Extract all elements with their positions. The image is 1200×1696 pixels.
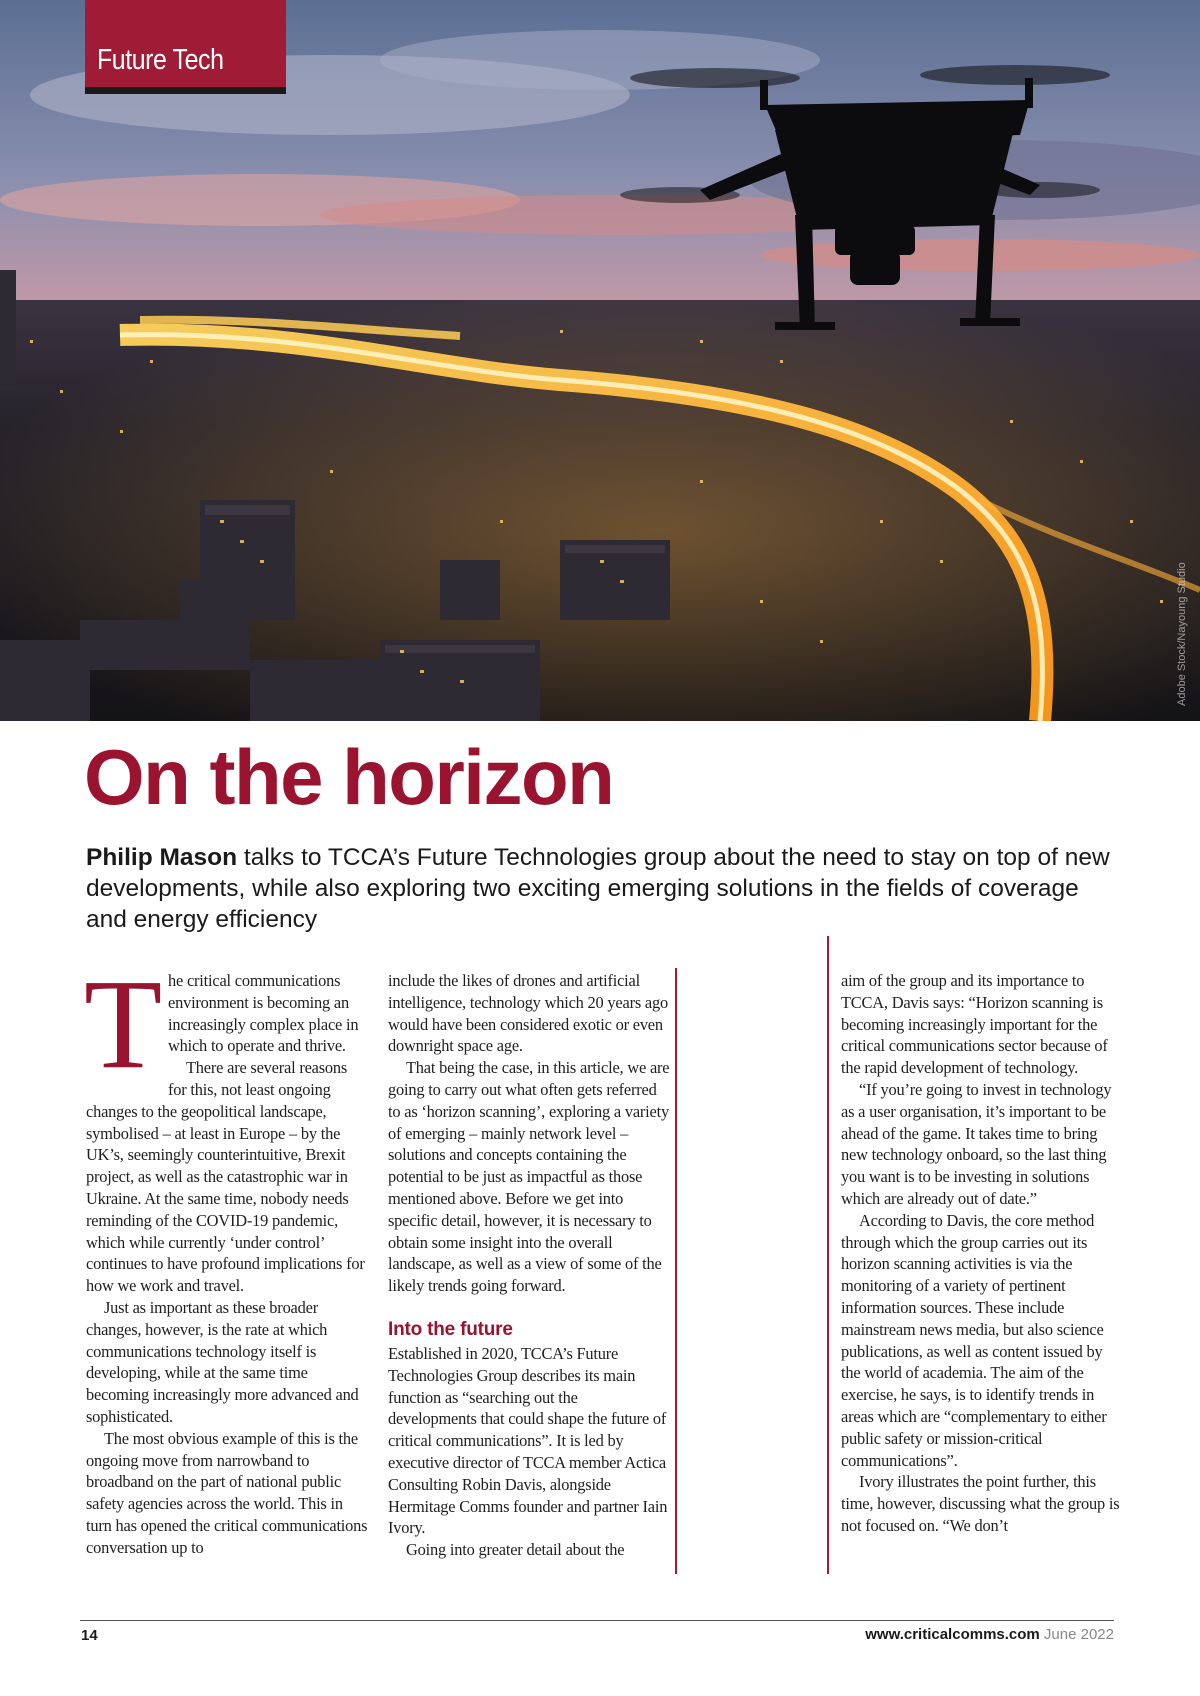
paragraph: According to Davis, the core method through which the group carries out its horizon scanning activities is via the monitoring of a variety of pertinent information sources. These include mainstream news media, but also science publications, as well as content issued by the world of academia. The aim of the exercise, he says, is to identify trends in areas which are “complementary to either public safety or mission-critical communications”. (841, 1210, 1107, 1470)
paragraph: Ivory illustrates the point further, this time, however, discussing what the group is not focused on. “We don’t (841, 1472, 1120, 1535)
standfirst (86, 842, 1126, 935)
paragraph: There are several reasons for this, not least ongoing changes to the geopolitical landscape, symbolised – at least in Europe – by the UK’s, seemingly counterintuitive, Brexit project, as well as the catastrophic war in Ukraine. At the same time, nobody needs reminding of the COVID-19 pandemic, which while currently ‘under control’ continues to have profound implications for how we work and travel. (86, 1058, 365, 1296)
paragraph: Established in 2020, TCCA’s Future Technologies Group describes its main function as “searching out the developments that could shape the future of critical communications”. It is led by executive director of TCCA member Actica Consulting Robin Davis, alongside Hermitage Comms founder and partner Iain Ivory. (388, 1343, 668, 1538)
headline: On the horizon (84, 733, 614, 821)
website-link[interactable]: www.criticalcomms.com (865, 1626, 1040, 1643)
section-label: Future Tech (97, 44, 224, 76)
column-divider (827, 936, 829, 1574)
paragraph: The most obvious example of this is the ongoing move from narrowband to broadband on the part of national public safety agencies across the world. This in turn has opened the critical communications conversation up to (86, 1428, 368, 1557)
standfirst-text: talks to TCCA’s Future Technologies group about the need to stay on top of new developments, while also exploring two exciting emerging solutions in the fields of coverage and energy efficiency (86, 844, 1110, 933)
paragraph: Just as important as these broader changes, however, is the rate at which communications technology itself is developing, while at the same time becoming increasingly more advanced and sophisticated. (86, 1297, 359, 1426)
article-column-1 (84, 953, 368, 1559)
paragraph: “If you’re going to invest in technology as a user organisation, it’s important to be ahead of the game. It takes time to bring new technology onboard, so the last thing you want is to be investing in solutions which are already out of date.” (841, 1079, 1112, 1208)
author-name: Philip Mason (86, 844, 238, 871)
hero-image (0, 0, 1200, 721)
paragraph: Going into greater detail about the (406, 1540, 625, 1560)
paragraph: he critical communications environment is becoming an increasingly complex place in which to operate and thrive. (168, 971, 359, 1056)
article-column-3 (841, 970, 1123, 1537)
footer-info (865, 1626, 1114, 1643)
drop-cap: T (84, 953, 162, 1095)
page-number: 14 (81, 1627, 98, 1644)
section-tag (85, 0, 286, 94)
column-divider (675, 968, 677, 1574)
footer-divider (80, 1620, 1114, 1621)
article-column-2 (388, 970, 670, 1561)
paragraph: include the likes of drones and artificial intelligence, technology which 20 years ago would have been considered exotic or even downright space age. (388, 971, 668, 1056)
photo-credit: Adobe Stock/Nayoung Studio (1176, 562, 1188, 706)
paragraph: That being the case, in this article, we are going to carry out what often gets referred to as ‘horizon scanning’, exploring a variety of emerging – mainly network level – solutions and concepts containing the potential to be just as impactful as those mentioned above. Before we get into specific detail, however, it is necessary to obtain some insight into the overall landscape, as well as a view of some of the likely trends going forward. (388, 1058, 670, 1296)
paragraph: aim of the group and its importance to TCCA, Davis says: “Horizon scanning is becoming increasingly important for the critical communications sector because of the rapid development of technology. (841, 971, 1108, 1078)
issue-date: June 2022 (1039, 1626, 1114, 1643)
drone-over-city-photo (0, 0, 1200, 721)
crosshead: Into the future (388, 1318, 513, 1340)
